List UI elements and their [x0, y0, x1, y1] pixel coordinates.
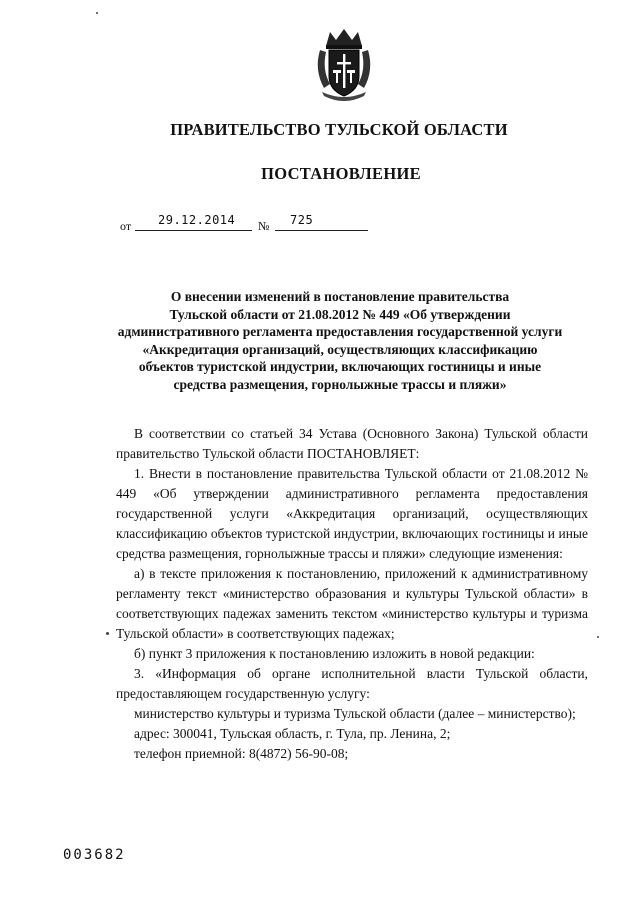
- scan-speck: [106, 632, 109, 635]
- body-paragraph: а) в тексте приложения к постановлению, приложений к административному регламенту текст «министерство образования и культуры Тульской области» в соответствующих падежах заменить текстом «министерство культуры и туризма Тульской области» в соответствующих падежах;: [116, 566, 588, 641]
- body-paragraph: министерство культуры и туризма Тульской области (далее – министерство);: [134, 706, 576, 721]
- date-prefix: от: [120, 219, 132, 233]
- document-date: 29.12.2014: [158, 213, 236, 227]
- subject-line: средства размещения, горнолыжные трассы и пляжи»: [173, 376, 507, 392]
- date-underline: [135, 230, 252, 231]
- body-text: [116, 424, 588, 764]
- body-paragraph: телефон приемной: 8(4872) 56-90-08;: [134, 746, 349, 761]
- serial-number: 003682: [63, 847, 126, 863]
- government-title: ПРАВИТЕЛЬСТВО ТУЛЬСКОЙ ОБЛАСТИ: [170, 120, 508, 139]
- body-paragraph: В соответствии со статьей 34 Устава (Основного Закона) Тульской области правительство Тульской области ПОСТАНОВЛЯЕТ:: [116, 426, 588, 461]
- body-paragraph: 1. Внести в постановление правительства Тульской области от 21.08.2012 № 449 «Об утверждении административного регламента предоставления государственной услуги «Аккредитация организаций, осуществляющих классификацию объектов туристской индустрии, включающих гостиницы и иные средства размещения, горнолыжные трассы и пляжи» следующие изменения:: [116, 466, 588, 561]
- body-paragraph: б) пункт 3 приложения к постановлению изложить в новой редакции:: [134, 646, 535, 661]
- document-type: ПОСТАНОВЛЕНИЕ: [261, 164, 421, 183]
- subject-line: Тульской области от 21.08.2012 № 449 «Об утверждении: [169, 306, 511, 322]
- number-underline: [275, 230, 368, 231]
- body-paragraph: адрес: 300041, Тульская область, г. Тула, пр. Ленина, 2;: [134, 726, 451, 741]
- subject-line: О внесении изменений в постановление правительства: [170, 289, 510, 304]
- subject-line: административного регламента предоставления государственной услуги: [117, 324, 563, 339]
- number-prefix: №: [258, 219, 270, 233]
- subject-line: объектов туристской индустрии, включающих гостиницы и иные: [138, 359, 542, 374]
- subject-line: «Аккредитация организаций, осуществляющих классификацию: [142, 341, 538, 357]
- scan-speck: [597, 636, 599, 638]
- document-number: 725: [290, 213, 314, 227]
- subject-heading: [100, 288, 580, 393]
- body-paragraph: 3. «Информация об органе исполнительной власти Тульской области, предоставляющем государственную услугу:: [116, 666, 588, 701]
- tula-coat-of-arms-icon: [312, 26, 376, 102]
- scan-speck: [96, 12, 98, 14]
